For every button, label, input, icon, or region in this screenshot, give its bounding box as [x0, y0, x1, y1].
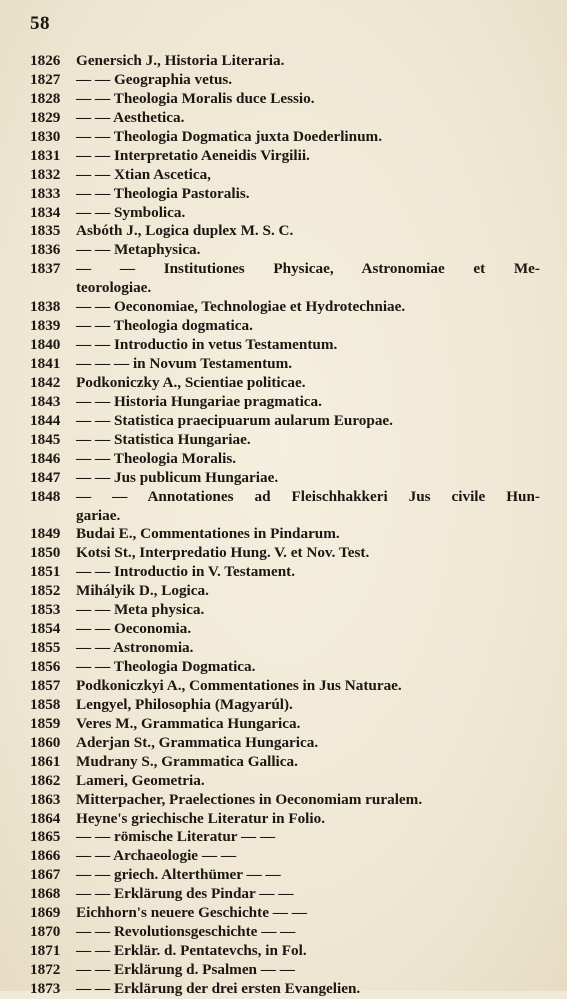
catalog-entry: [30, 336, 540, 355]
catalog-entry: [30, 866, 540, 885]
entry-text: — — Interpretatio Aeneidis Virgilii.: [76, 146, 310, 164]
catalog-entry: [30, 753, 540, 772]
entry-text: — — Erklärung der drei ersten Evangelien.: [76, 979, 361, 997]
entry-number: 1867: [30, 866, 61, 884]
catalog-entry: [30, 431, 540, 450]
entry-number: 1851: [30, 563, 61, 581]
catalog-entry: [30, 544, 540, 563]
entry-text: — — Introductio in vetus Testamentum.: [76, 336, 338, 354]
entry-number: 1855: [30, 639, 61, 657]
entry-number: 1847: [30, 468, 61, 486]
entry-text: Veres M., Grammatica Hungarica.: [76, 714, 301, 732]
catalog-entry: [30, 658, 540, 677]
catalog-entry: [30, 222, 540, 241]
entry-text: — — Theologia Moralis.: [76, 449, 237, 467]
catalog-entry: [30, 601, 540, 620]
entry-number: 1861: [30, 752, 61, 770]
entry-number: 1862: [30, 771, 61, 789]
entry-text: — — — in Novum Testamentum.: [76, 355, 293, 372]
catalog-entry: [30, 374, 540, 393]
entry-text: — — Revolutionsgeschichte — —: [76, 923, 296, 941]
catalog-entry: [30, 677, 540, 696]
entry-number: 1830: [30, 127, 61, 145]
entry-number: 1829: [30, 108, 61, 126]
catalog-entry: [30, 128, 540, 147]
entry-text: Eichhorn's neuere Geschichte — —: [76, 904, 307, 922]
entry-text: Budai E., Commentationes in Pindarum.: [76, 525, 340, 543]
entry-number: 1870: [30, 923, 61, 941]
entry-text: Genersich J., Historia Literaria.: [76, 52, 285, 69]
entry-text: Aderjan St., Grammatica Hungarica.: [76, 733, 319, 751]
entry-text: — — Oeconomia.: [76, 620, 192, 638]
entry-text: — — Oeconomiae, Technologiae et Hydrotechniae.: [76, 298, 406, 316]
entry-text: gariae.: [76, 506, 121, 524]
entry-number: 1833: [30, 184, 61, 202]
entry-number: 1852: [30, 582, 61, 600]
entry-number: 1831: [30, 146, 61, 164]
entry-text: — — Historia Hungariae pragmatica.: [76, 392, 322, 410]
entry-number: 1868: [30, 885, 61, 903]
entry-number: 1841: [30, 355, 61, 372]
catalog-entry: [30, 639, 540, 658]
catalog-entry: [30, 298, 540, 317]
entry-number: 1826: [30, 52, 61, 69]
catalog-entry: [30, 734, 540, 753]
entry-number: 1850: [30, 544, 61, 562]
catalog-entry: [30, 961, 540, 980]
entry-text: — — Annotationes ad Fleischhakkeri Jus civile Hun-: [76, 487, 540, 505]
entry-number: 1843: [30, 392, 61, 410]
catalog-entry: [30, 810, 540, 829]
entry-number: 1864: [30, 809, 61, 827]
catalog-entry: [30, 828, 540, 847]
catalog-entry: [30, 185, 540, 204]
entry-number: 1835: [30, 222, 61, 240]
entry-text: — — Archaeologie — —: [76, 847, 237, 865]
entry-text: teorologiae.: [76, 279, 152, 297]
entry-number: 1857: [30, 676, 61, 694]
entry-number: 1858: [30, 695, 61, 713]
entry-text: Podkoniczkyi A., Commentationes in Jus Naturae.: [76, 676, 402, 694]
entry-number: 1853: [30, 601, 61, 619]
catalog-entry: [30, 109, 540, 128]
entry-text: — — Institutiones Physicae, Astronomiae et Me-: [76, 260, 540, 278]
entry-text: — — Meta physica.: [76, 601, 205, 619]
catalog-entry: [30, 393, 540, 412]
entry-number: 1871: [30, 942, 61, 960]
entry-number: 1859: [30, 714, 61, 732]
entry-text: — — Jus publicum Hungariae.: [76, 468, 279, 486]
catalog-entry: [30, 847, 540, 866]
entry-text: — — Erklärung d. Psalmen — —: [76, 961, 295, 978]
catalog-entry: [30, 525, 540, 544]
entry-text: — — Symbolica.: [76, 203, 186, 221]
entry-text: — — Theologia Dogmatica juxta Doederlinum.: [76, 127, 382, 145]
entry-text: Podkoniczky A., Scientiae politicae.: [76, 373, 306, 391]
catalog-entry: [30, 715, 540, 734]
catalog-entry: [30, 204, 540, 223]
catalog-entry: [30, 488, 540, 507]
entry-text: — — Introductio in V. Testament.: [76, 563, 295, 581]
entry-text: — — Erklärung des Pindar — —: [76, 885, 294, 903]
entry-number: 1854: [30, 620, 61, 638]
catalog-entry: [30, 469, 540, 488]
catalog-entry: [30, 450, 540, 469]
catalog-entry: [30, 147, 540, 166]
entry-text: — — Theologia dogmatica.: [76, 317, 253, 335]
entry-text: Mitterpacher, Praelectiones in Oeconomiam ruralem.: [76, 790, 423, 808]
entry-text: — — Statistica Hungariae.: [76, 430, 251, 448]
entry-number: 1838: [30, 298, 61, 316]
entry-text: Asbóth J., Logica duplex M. S. C.: [76, 222, 294, 240]
entry-text: — — Aesthetica.: [76, 108, 185, 126]
entry-text: Heyne's griechische Literatur in Folio.: [76, 809, 326, 827]
catalog-entry: [30, 923, 540, 942]
entry-number: 1846: [30, 449, 61, 467]
entry-number: 1832: [30, 165, 61, 183]
entry-number: 1849: [30, 525, 61, 543]
catalog-entry: [30, 620, 540, 639]
catalog-entry: [30, 71, 540, 90]
entry-text: — — Erklär. d. Pentatevchs, in Fol.: [76, 942, 307, 960]
catalog-entry: [30, 260, 540, 279]
entry-number: 1828: [30, 89, 61, 107]
catalog-entries: [30, 52, 540, 999]
catalog-entry: [30, 52, 540, 71]
entry-continuation-line: [30, 507, 540, 526]
catalog-entry: [30, 166, 540, 185]
entry-number: 1865: [30, 828, 61, 846]
entry-text: — — griech. Alterthümer — —: [76, 866, 281, 884]
entry-number: 1873: [30, 979, 61, 997]
entry-number: 1856: [30, 658, 61, 675]
entry-number: 1836: [30, 241, 61, 259]
entry-text: Mudrany S., Grammatica Gallica.: [76, 752, 298, 770]
catalog-entry: [30, 791, 540, 810]
entry-text: — — Theologia Moralis duce Lessio.: [76, 89, 315, 107]
catalog-entry: [30, 904, 540, 923]
catalog-entry: [30, 942, 540, 961]
entry-text: Lengyel, Philosophia (Magyarúl).: [76, 695, 293, 713]
entry-number: 1863: [30, 790, 61, 808]
catalog-entry: [30, 317, 540, 336]
entry-number: 1842: [30, 373, 61, 391]
entry-number: 1869: [30, 904, 61, 922]
entry-number: 1872: [30, 961, 61, 978]
entry-number: 1844: [30, 411, 61, 429]
catalog-entry: [30, 90, 540, 109]
catalog-entry: [30, 563, 540, 582]
entry-number: 1827: [30, 70, 61, 88]
entry-number: 1839: [30, 317, 61, 335]
entry-number: 1860: [30, 733, 61, 751]
entry-number: 1845: [30, 430, 61, 448]
catalog-entry: [30, 355, 540, 374]
entry-text: Mihályik D., Logica.: [76, 582, 209, 600]
catalog-entry: [30, 980, 540, 999]
page-number: 58: [30, 13, 50, 34]
entry-text: — — Xtian Ascetica,: [76, 165, 211, 183]
catalog-entry: [30, 412, 540, 431]
catalog-entry: [30, 241, 540, 260]
catalog-entry: [30, 885, 540, 904]
entry-continuation-line: [30, 279, 540, 298]
entry-number: 1834: [30, 203, 61, 221]
entry-number: 1837: [30, 260, 61, 278]
entry-number: 1866: [30, 847, 61, 865]
entry-text: Lameri, Geometria.: [76, 771, 205, 789]
catalog-entry: [30, 772, 540, 791]
entry-number: 1840: [30, 336, 61, 354]
entry-text: — — Theologia Pastoralis.: [76, 184, 250, 202]
entry-text: — — Astronomia.: [76, 639, 194, 657]
catalog-entry: [30, 696, 540, 715]
entry-text: — — Metaphysica.: [76, 241, 201, 259]
entry-number: 1848: [30, 487, 61, 505]
entry-text: — — Statistica praecipuarum aularum Europae.: [76, 411, 393, 429]
entry-text: — — Geographia vetus.: [76, 70, 233, 88]
entry-text: — — Theologia Dogmatica.: [76, 658, 256, 675]
entry-text: Kotsi St., Interpredatio Hung. V. et Nov. Test.: [76, 544, 370, 562]
catalog-entry: [30, 582, 540, 601]
entry-text: — — römische Literatur — —: [76, 828, 276, 846]
